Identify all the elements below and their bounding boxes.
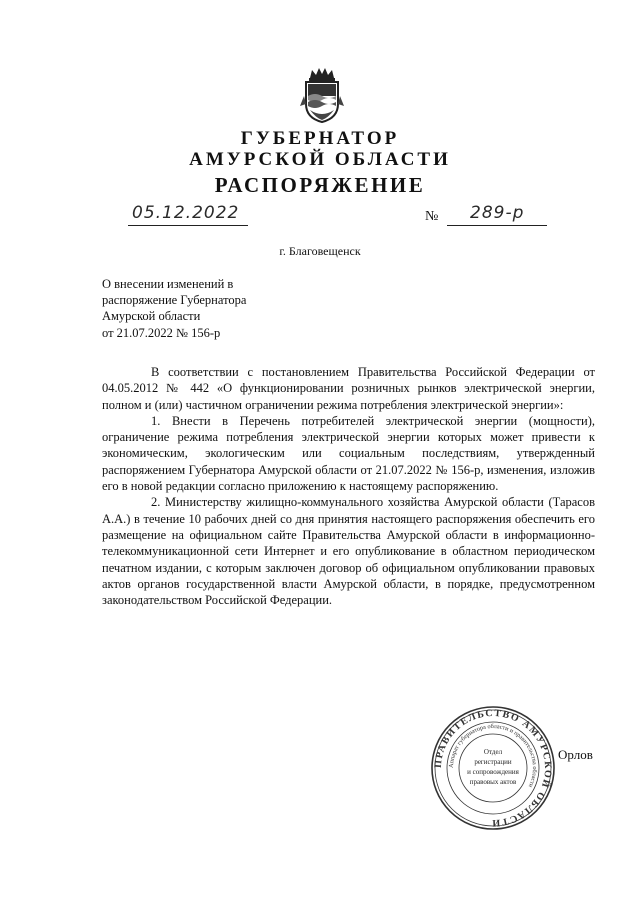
stamp-ring-text: Аппарат губернатора области и правительства области bbox=[447, 722, 539, 789]
document-date: 05.12.2022 bbox=[132, 203, 240, 223]
document-type: РАСПОРЯЖЕНИЕ bbox=[214, 173, 426, 197]
official-stamp bbox=[430, 705, 556, 831]
amur-region-coat-of-arms-icon bbox=[298, 66, 346, 124]
authority-region: АМУРСКОЙ ОБЛАСТИ bbox=[189, 149, 451, 170]
body-paragraph: В соответствии с постановлением Правительства Российской Федерации от 04.05.2012 № 442 «О функционировании розничных рынков электрической энергии, полном и (или) частичном ограничении режима потребления электрической энергии»: bbox=[102, 365, 595, 412]
number-sign: № bbox=[425, 209, 439, 224]
body-paragraph: 2. Министерству жилищно-коммунального хозяйства Амурской области (Тарасов А.А.) в течение 10 рабочих дней со дня принятия настоящего распоряжения обеспечить его размещение на официальном сайте Правительства Амурской области в информационно-телекоммуникационной сети Интернет и его опубликование в областном периодическом печатном издании, с которым заключен договор об официальном опубликовании правовых актов органов государственной власти Амурской области, в порядке, предусмотренном законодательством Российской Федерации. bbox=[102, 495, 595, 608]
document-number: 289-р bbox=[470, 203, 525, 223]
stamp-center-line: правовых актов bbox=[469, 778, 517, 786]
subject-line: распоряжение Губернатора bbox=[102, 293, 247, 308]
stamp-center-line: Отдел bbox=[483, 748, 503, 756]
document-body bbox=[102, 364, 595, 608]
city: г. Благовещенск bbox=[279, 244, 361, 258]
stamp-center-line: регистрации bbox=[474, 758, 512, 766]
subject-line: Амурской области bbox=[102, 309, 201, 324]
stamp-outer-text: ПРАВИТЕЛЬСТВО АМУРСКОЙ ОБЛАСТИ bbox=[432, 707, 554, 829]
document-subject bbox=[102, 276, 322, 341]
body-paragraph: 1. Внести в Перечень потребителей электрической энергии (мощности), ограничение режима потребления электрической энергии которых может привести к экономическим, экологическим или социальным последствиям, утвержденный распоряжением Губернатора Амурской области от 21.07.2022 № 156-р, изменения, изложив его в новой редакции согласно приложению к настоящему распоряжению. bbox=[102, 413, 595, 494]
subject-line: от 21.07.2022 № 156-р bbox=[102, 325, 221, 340]
authority-title: ГУБЕРНАТОР bbox=[240, 128, 400, 149]
subject-line: О внесении изменений в bbox=[102, 277, 234, 291]
number-underline bbox=[447, 225, 547, 226]
signatory-name: Орлов bbox=[558, 747, 593, 762]
date-underline bbox=[128, 225, 248, 226]
stamp-center-line: и сопровождения bbox=[467, 768, 519, 776]
